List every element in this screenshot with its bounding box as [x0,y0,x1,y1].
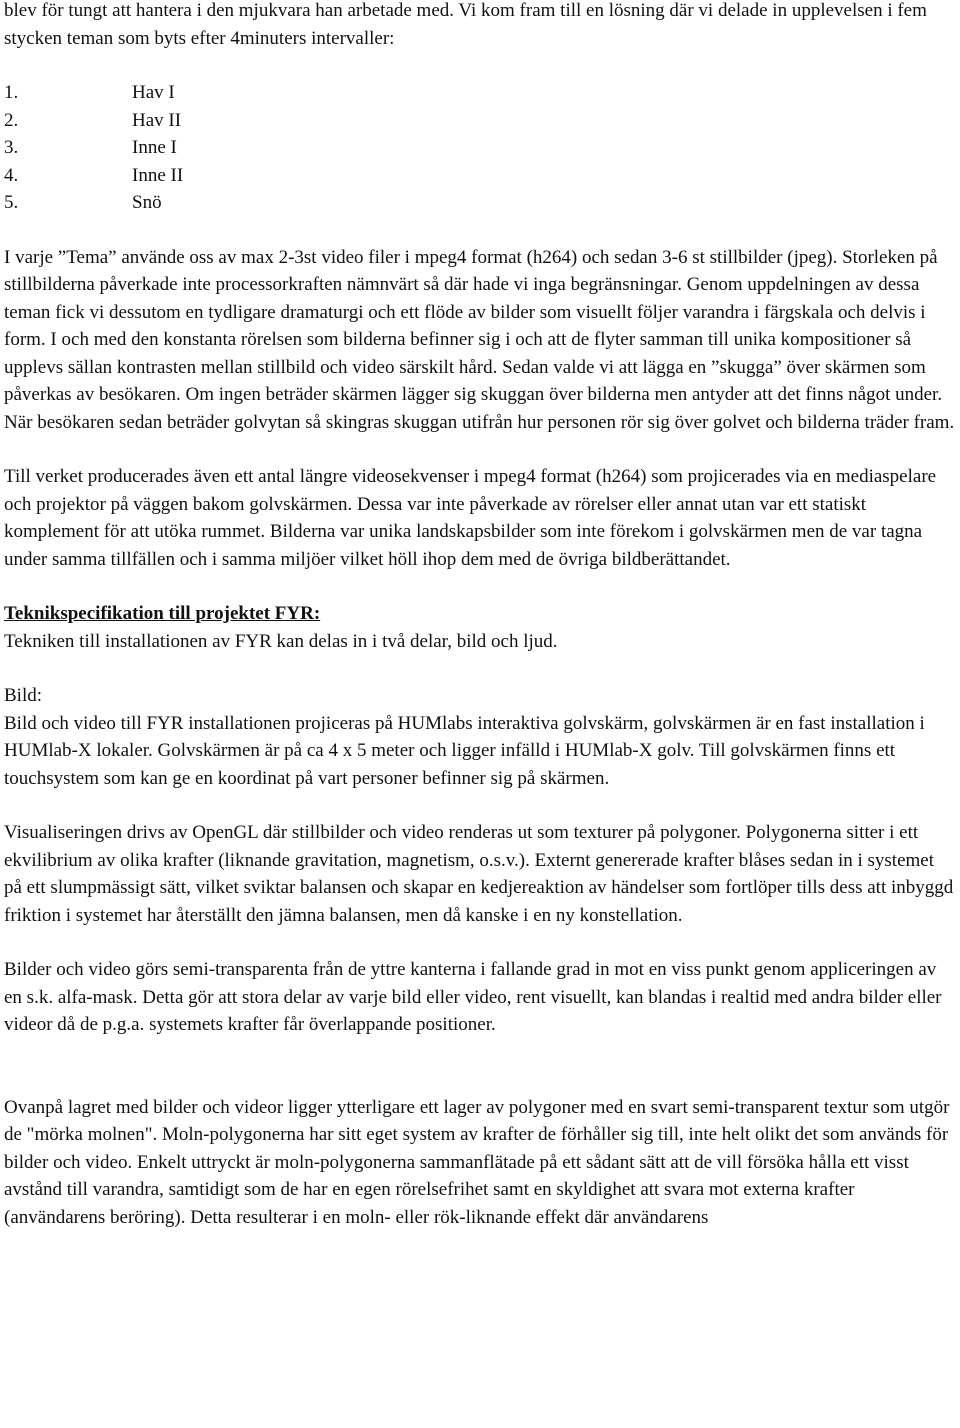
section-intro: Tekniken till installationen av FYR kan delas in i två delar, bild och ljud. [4,630,558,652]
spacer [4,573,956,600]
theme-number: 3. [4,137,19,158]
opengl-paragraph: Visualiseringen drivs av OpenGL där stillbilder och video renderas ut som texturer på polygoner. Polygonerna sitter i ett ekvilibrium av olika krafter (liknande gravitation, magnetism, o.s.v.). Externt genererade krafter blåses sedan in i systemet på ett slumpmässigt sätt, vilket sviktar balansen och skapar en kedjereaktion av händelser som fortlöper tills dess att inbyggd friktion i systemet har återställt den jämna balansen, men då kanske i en ny konstellation. [4,822,954,926]
video-sequences-paragraph: Till verket producerades även ett antal längre videosekvenser i mpeg4 format (h264) som projicerades via en mediaspelare och projektor på väggen bakom golvskärmen. Dessa var inte påverkade av rörelser eller annat utan var ett statiskt komplement för att utöka rummet. Bilderna var unika landskapsbilder som inte förekom i golvskärmen men de var tagna under samma tillfällen och i samma miljöer vilket höll ihop dem med de övriga bildberättandet. [4,466,937,570]
spacer [4,436,956,463]
theme-name: Inne II [132,164,184,186]
theme-name: Hav II [132,109,182,131]
theme-name: Hav I [132,82,175,103]
theme-list-item [4,79,956,107]
theme-number: 5. [4,192,19,213]
theme-number: 4. [4,164,19,186]
theme-list-item [4,189,956,217]
spacer [4,1039,956,1094]
intro-paragraph: blev för tungt att hantera i den mjukvara han arbetade med. Vi kom fram till en lösning där vi delade in upplevelsen i fem stycken teman som byts efter 4minuters intervaller: [4,0,927,49]
spacer [4,217,956,244]
theme-number: 1. [4,82,19,103]
theme-list-item [4,162,956,190]
spacer [4,792,956,819]
theme-list-item [4,134,956,162]
theme-list-item [4,107,956,135]
themes-paragraph: I varje ”Tema” använde oss av max 2-3st video filer i mpeg4 format (h264) och sedan 3-6 st stillbilder (jpeg). Storleken på stillbilderna påverkade inte processorkraften nämnvärt så där hade vi inga begränsningar. Genom uppdelningen av dessa teman fick vi dessutom en tydligare dramaturgi och ett flöde av bilder som visuellt följer varandra i färgskala och delvis i form. I och med den konstanta rörelsen som bilderna befinner sig i och att de flyter samman till unika kompositioner så upplevs sällan kontrasten mellan stillbild och video särskilt hård. Sedan valde vi att lägga en ”skugga” över skärmen som påverkas av besökaren. Om ingen beträder skärmen lägger sig skuggan över bilderna men antyder att det finns något under. När besökaren sedan beträder golvytan så skingras skuggan utifrån hur personen rör sig över golvet och bilderna träder fram. [4,246,955,433]
alpha-mask-paragraph: Bilder och video görs semi-transparenta från de yttre kanterna i fallande grad in mot en viss punkt genom appliceringen av en s.k. alfa-mask. Detta gör att stora delar av varje bild eller video, rent visuellt, kan blandas i realtid med andra bilder eller videor då de p.g.a. systemets krafter får överlappande positioner. [4,959,942,1035]
spacer [4,929,956,956]
section-heading: Teknikspecifikation till projektet FYR: [4,603,321,624]
theme-name: Snö [132,192,162,213]
spacer [4,655,956,682]
floor-screen-paragraph: Bild och video till FYR installationen projiceras på HUMlabs interaktiva golvskärm, golvskärmen är en fast installation i HUMlab-X lokaler. Golvskärmen är på ca 4 x 5 meter och ligger infälld i HUMlab-X golv. Till golvskärmen finns ett touchsystem som kan ge en koordinat på vart personer befinner sig på skärmen. [4,712,925,789]
clouds-paragraph: Ovanpå lagret med bilder och videor ligger ytterligare ett lager av polygoner med en svart semi-transparent textur som utgör de "mörka molnen". Moln-polygonerna har sitt eget system av krafter de förhåller sig till, inte helt olikt det som används för bilder och video. Enkelt uttryckt är moln-polygonerna sammanflätade på ett sådant sätt att de vill försöka hålla ett visst avstånd till varandra, samtidigt som de har en egen rörelsefrihet samt en skyldighet att svara mot externa krafter (användarens beröring). Detta resulterar i en moln- eller rök-liknande effekt där användarens [4,1096,950,1228]
bild-label: Bild: [4,685,43,706]
spacer [4,52,956,79]
theme-name: Inne I [132,137,177,158]
theme-number: 2. [4,109,19,131]
theme-list [4,79,956,217]
